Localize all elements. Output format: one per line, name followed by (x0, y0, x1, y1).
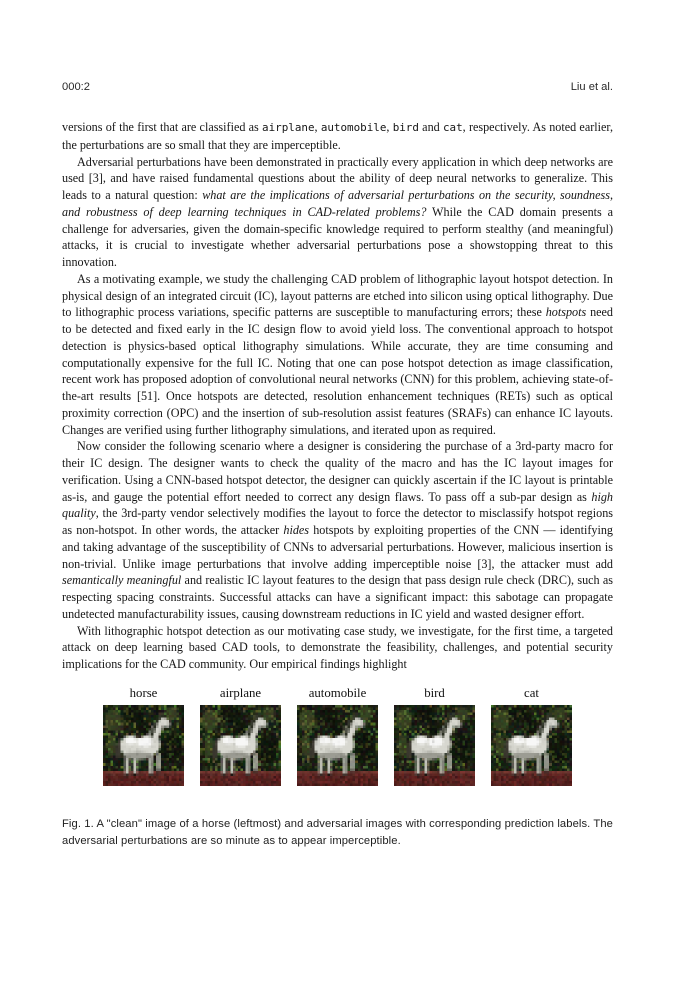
text-run: hotspots by exploiting properties of the CNN — identifying and taking advantage of the susceptibility of CNNs to adversarial perturbations. However, malicious insertion is non-trivial. Unlike image perturbations that involve adding imperceptible noise [3], the attacker must add (62, 523, 613, 571)
figure-image-row (62, 686, 613, 786)
text-run: While the CAD domain presents a challenge for adversaries, given the domain-specific knowledge required to perform stealthy (and meaningful) attacks, it is crucial to investigate whether adversarial perturbations pose a showstopping threat to this innovation. (62, 204, 613, 269)
text-run: and realistic IC layout features to the design that pass design rule check (DRC), such as respecting spacing constraints. Successful attacks can have a significant impact: this sabotage can propagate undetected manufacturability issues, causing downstream reductions in IC yield and wasted designer effort. (62, 573, 614, 621)
text-run: , respectively. As noted earlier, the perturbations are so small that they are imperceptible. (62, 120, 613, 152)
figure-image-bird (394, 705, 475, 786)
text-run: high quality (62, 489, 613, 521)
text-run: , (314, 120, 321, 134)
paragraph-2 (62, 154, 613, 271)
text-run: and (418, 120, 443, 134)
figure-panel-automobile (297, 686, 378, 786)
figure-image-cat (491, 705, 572, 786)
figure-image-automobile (297, 705, 378, 786)
text-run: airplane (262, 121, 315, 134)
figure-image-label: airplane (219, 685, 262, 700)
figure-image-label: horse (129, 685, 158, 700)
figure-1 (62, 686, 613, 850)
figure-image-label: bird (424, 685, 445, 700)
figure-image-label: automobile (308, 685, 367, 700)
figure-panel-bird (394, 686, 475, 786)
page-number: 000:2 (62, 81, 90, 93)
article-body (62, 119, 613, 673)
text-run: versions of the first that are classified as (62, 120, 263, 134)
page-header (62, 81, 613, 93)
text-run: hides (283, 523, 310, 537)
text-run: cat (442, 121, 463, 134)
figure-caption: Fig. 1. A "clean" image of a horse (leftmost) and adversarial images with corresponding prediction labels. The adversarial perturbations are so minute as to appear imperceptible. (62, 817, 613, 847)
paragraph-3 (62, 271, 613, 439)
figure-panel-cat (491, 686, 572, 786)
text-run: , (386, 120, 393, 134)
text-run: With lithographic hotspot detection as our motivating case study, we investigate, for the first time, a targeted attack on deep learning based CAD tools, to demonstrate the feasibility, challenges, and potential security implications for the CAD community. Our empirical findings highlight (62, 623, 613, 671)
text-run: hotspots (545, 305, 587, 320)
text-run: Adversarial perturbations have been demonstrated in practically every application in which deep networks are used [3], and have raised fundamental questions about the ability of deep neural networks to generalize. This leads to a natural question: (62, 154, 613, 202)
figure-image-horse (103, 705, 184, 786)
figure-panel-airplane (200, 686, 281, 786)
paragraph-1 (62, 119, 613, 154)
text-run: need to be detected and fixed early in the IC design flow to avoid yield loss. The conventional approach to hotspot detection is physics-based optical lithography simulations. While accurate, they are time consuming and computationally expensive for the full IC. Noting that one can pose hotspot detection as image classification, recent work has proposed adoption of convolutional neural networks (CNN) for this problem, achieving state-of-the-art results [51]. Once hotspots are detected, resolution enhancement techniques (RETs) such as optical proximity correction (OPC) and the insertion of sub-resolution assist features (SRAFs) can enhance IC layouts. Changes are verified using further lithography simulations, and iterated upon as required. (62, 305, 613, 437)
paragraph-4 (62, 438, 613, 622)
text-run: what are the implications of adversarial perturbations on the security, soundness, and robustness of deep learning techniques in CAD-related problems? (62, 188, 613, 219)
text-run: automobile (320, 121, 387, 134)
text-run: , the 3rd-party vendor selectively modifies the layout to force the detector to misclassify hotspot regions as non-hotspot. In other words, the attacker (62, 506, 613, 537)
figure-image-label: cat (524, 685, 539, 700)
figure-panel-horse (103, 686, 184, 786)
figure-image-airplane (200, 705, 281, 786)
paragraph-5 (62, 623, 613, 673)
text-run: Now consider the following scenario where a designer is considering the purchase of a 3rd-party macro for their IC design. The designer wants to check the quality of the macro and has the IC layout images for verification. Using a CNN-based hotspot detector, the designer can quickly ascertain if the IC layout is printable as-is, and gauge the potential effort needed to correct any design flaws. To pass off a sub-par design as (62, 439, 613, 504)
text-run: bird (392, 121, 419, 134)
running-authors: Liu et al. (570, 81, 613, 93)
text-run: As a motivating example, we study the challenging CAD problem of lithographic layout hotspot detection. In physical design of an integrated circuit (IC), layout patterns are etched into silicon using optical lithography. Due to lithographic process variations, specific patterns are susceptible to manufacturing errors; these (62, 271, 613, 320)
text-run: semantically meaningful (62, 573, 182, 588)
